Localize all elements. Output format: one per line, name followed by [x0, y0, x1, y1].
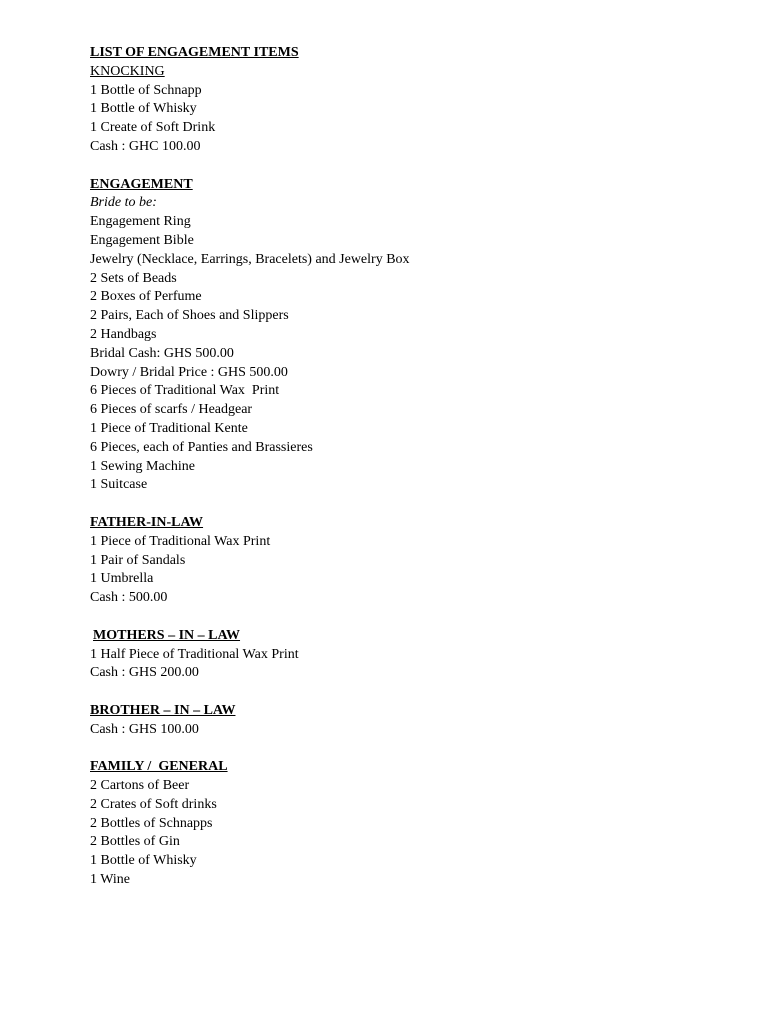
list-item: Engagement Bible	[90, 232, 194, 248]
spacer	[90, 608, 730, 627]
spacer	[90, 495, 730, 514]
family-general-heading: FAMILY / GENERAL	[90, 759, 228, 775]
list-item: 1 Bottle of Whisky	[90, 853, 197, 869]
section-brother-in-law	[90, 702, 730, 740]
knocking-heading: KNOCKING	[90, 63, 165, 79]
list-item: 2 Cartons of Beer	[90, 778, 190, 794]
section-father-in-law	[90, 514, 730, 608]
list-item: 2 Bottles of Schnapps	[90, 815, 213, 831]
father-in-law-heading: FATHER-IN-LAW	[90, 514, 204, 530]
list-item: 1 Create of Soft Drink	[90, 120, 216, 136]
list-item: Cash : 500.00	[90, 590, 168, 606]
list-item: 6 Pieces of Traditional Wax Print	[90, 383, 280, 399]
spacer	[90, 739, 730, 758]
mothers-in-law-heading: MOTHERS – IN – LAW	[93, 627, 241, 643]
engagement-heading: ENGAGEMENT	[90, 176, 193, 192]
list-item: 1 Sewing Machine	[90, 458, 195, 474]
list-item: Engagement Ring	[90, 214, 191, 230]
list-item: 2 Pairs, Each of Shoes and Slippers	[90, 308, 289, 324]
list-item: 2 Bottles of Gin	[90, 834, 180, 850]
list-item: 2 Handbags	[90, 326, 157, 342]
list-item: 2 Boxes of Perfume	[90, 289, 202, 305]
list-item: 1 Half Piece of Traditional Wax Print	[90, 646, 299, 662]
list-item: Cash : GHS 100.00	[90, 721, 199, 737]
section-mothers-in-law	[90, 627, 730, 683]
list-item: 6 Pieces of scarfs / Headgear	[90, 402, 253, 418]
brother-in-law-heading: BROTHER – IN – LAW	[90, 702, 236, 718]
list-item: 1 Bottle of Whisky	[90, 101, 197, 117]
engagement-subheading: Bride to be:	[90, 195, 157, 211]
list-item: 2 Sets of Beads	[90, 270, 177, 286]
spacer	[90, 157, 730, 176]
list-item: Cash : GHS 200.00	[90, 665, 199, 681]
list-item: 1 Bottle of Schnapp	[90, 82, 202, 98]
list-item: Jewelry (Necklace, Earrings, Bracelets) and Jewelry Box	[90, 251, 410, 267]
list-item: 1 Suitcase	[90, 477, 148, 493]
list-item: 1 Piece of Traditional Wax Print	[90, 533, 271, 549]
document-page	[90, 44, 730, 890]
list-item: 1 Pair of Sandals	[90, 552, 186, 568]
list-item: Bridal Cash: GHS 500.00	[90, 345, 234, 361]
section-engagement	[90, 176, 730, 496]
list-item: 1 Piece of Traditional Kente	[90, 420, 248, 436]
list-item: 1 Umbrella	[90, 571, 154, 587]
list-item: Cash : GHC 100.00	[90, 138, 201, 154]
list-item: 1 Wine	[90, 872, 131, 888]
list-item: Dowry / Bridal Price : GHS 500.00	[90, 364, 288, 380]
list-item: 6 Pieces, each of Panties and Brassieres	[90, 439, 313, 455]
section-family-general	[90, 758, 730, 890]
spacer	[90, 683, 730, 702]
section-knocking	[90, 63, 730, 157]
document-title: LIST OF ENGAGEMENT ITEMS	[90, 45, 299, 60]
list-item: 2 Crates of Soft drinks	[90, 796, 217, 812]
